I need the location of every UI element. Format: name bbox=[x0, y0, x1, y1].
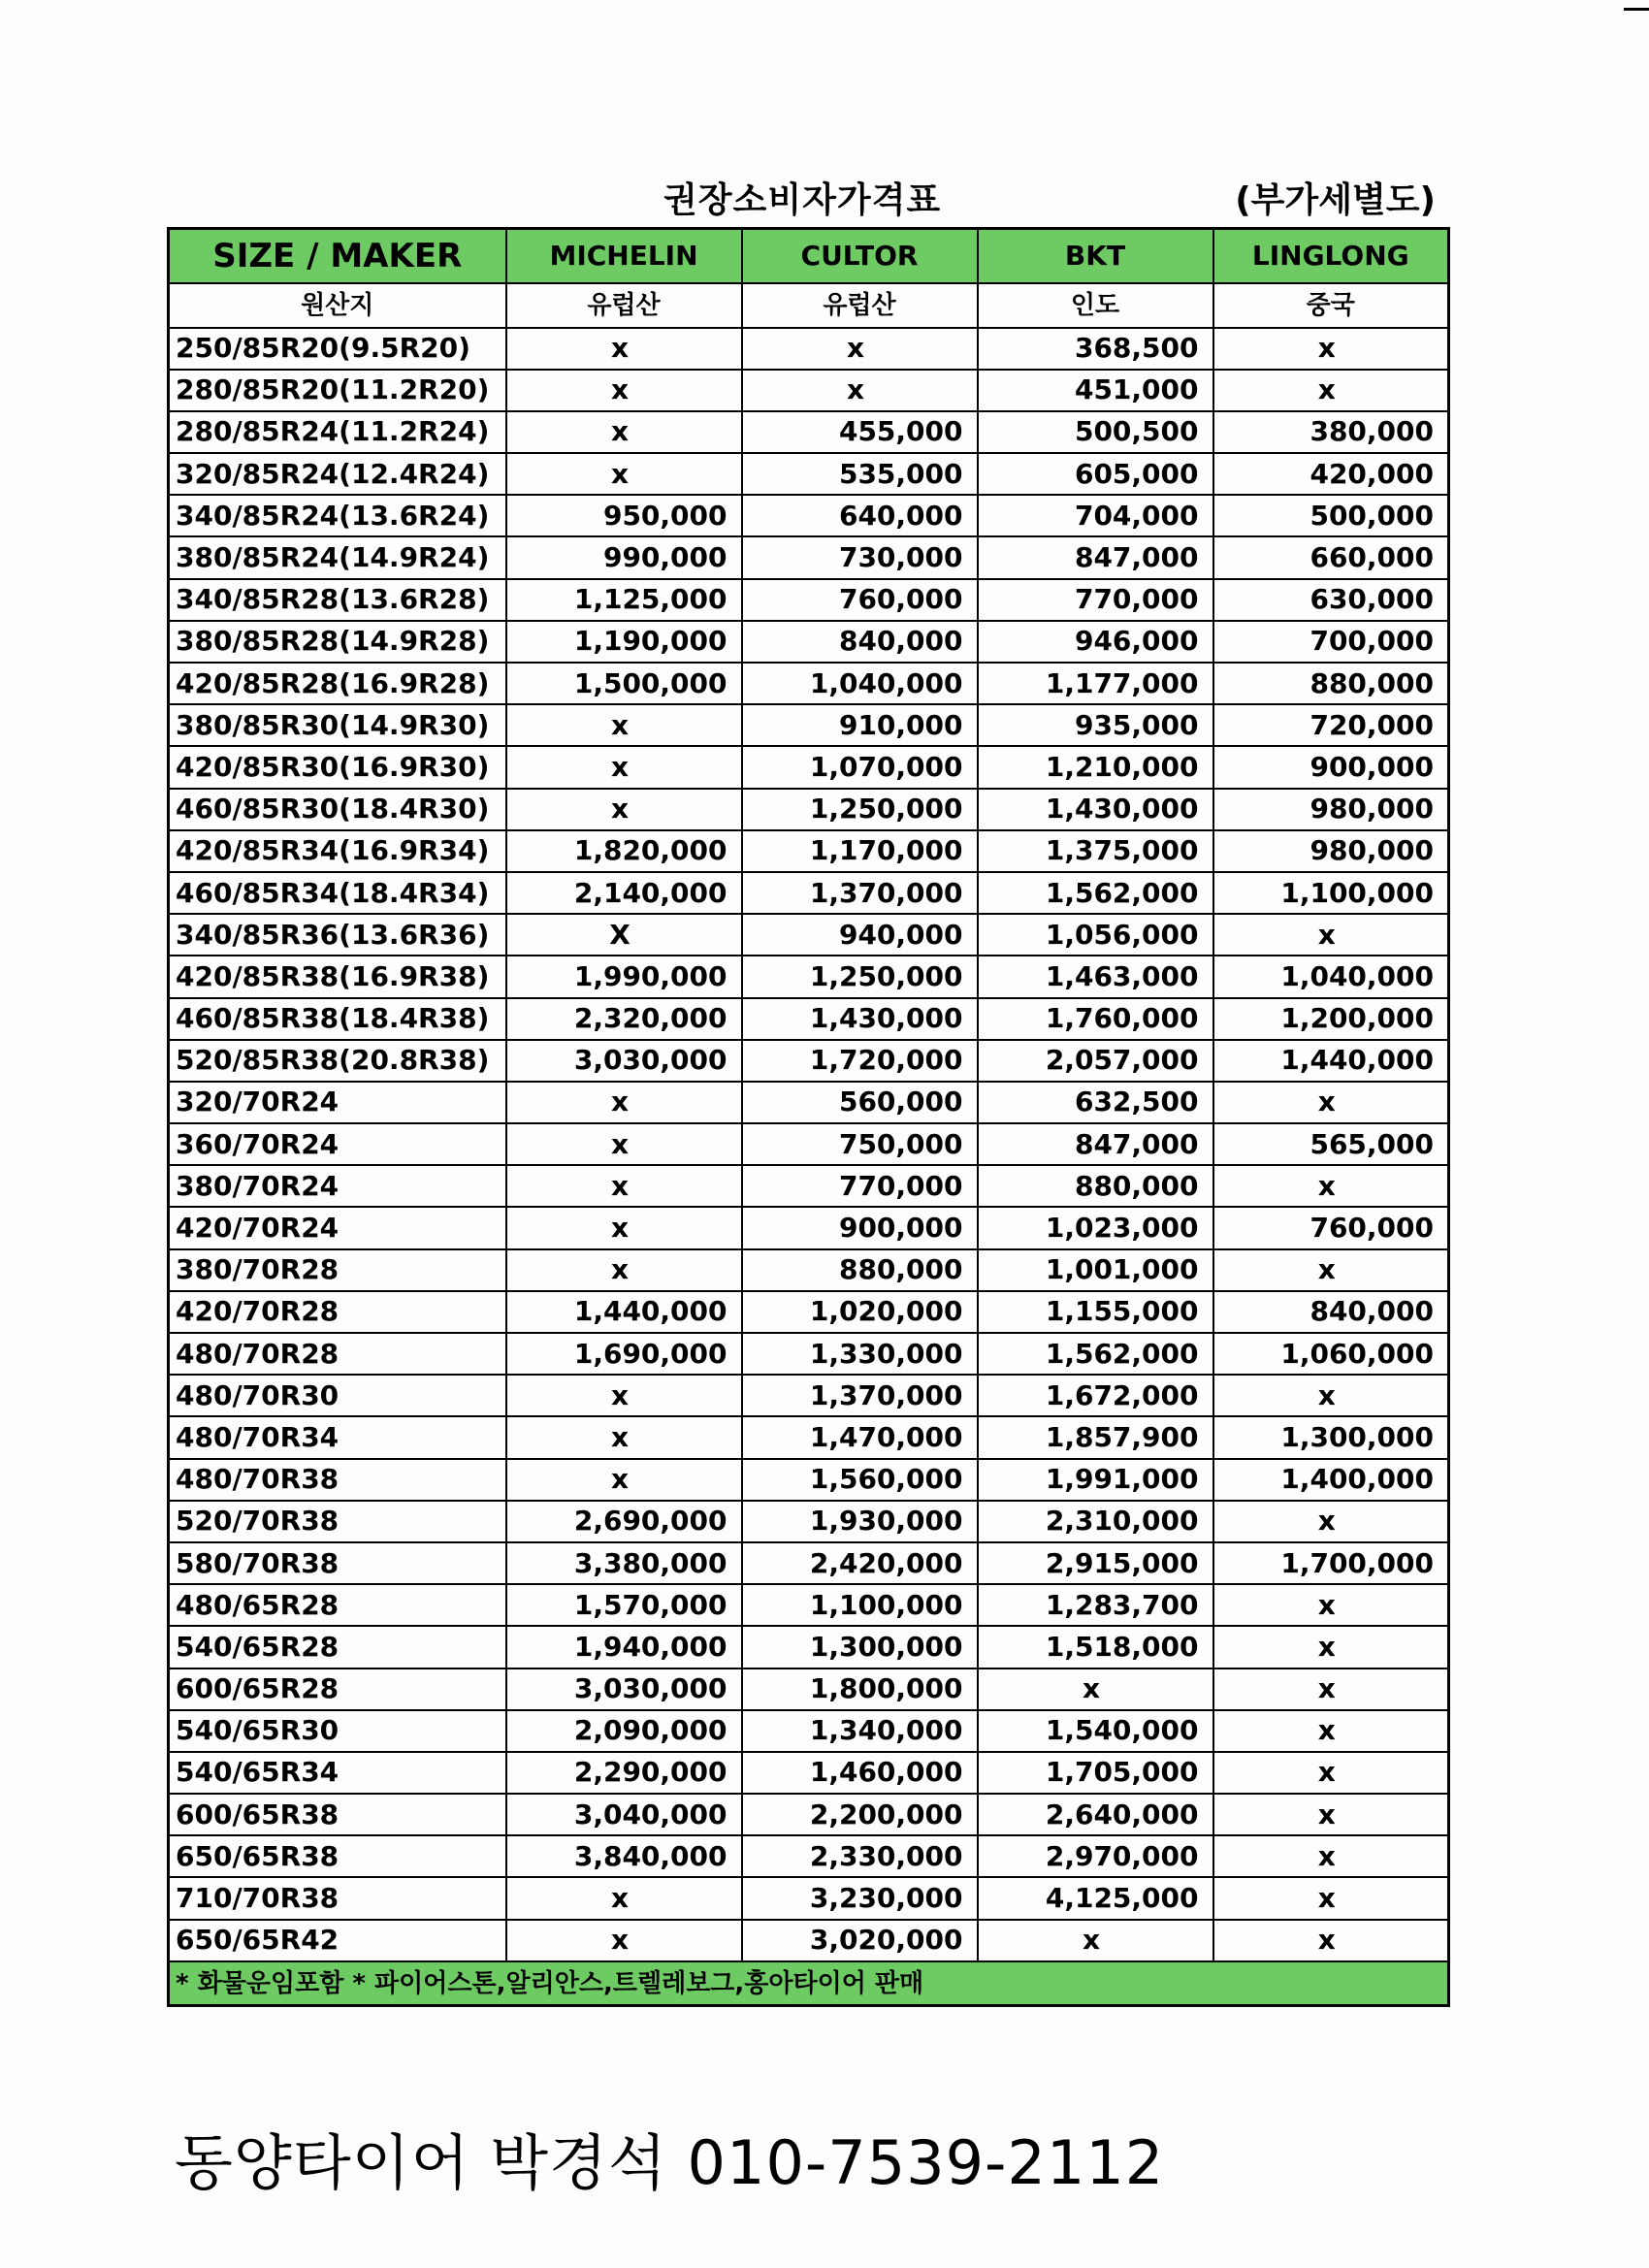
table-row bbox=[169, 1040, 1449, 1082]
cell-bkt: 1,375,000 bbox=[978, 830, 1213, 872]
cell-michelin: 950,000 bbox=[506, 495, 742, 536]
cell-linglong: x bbox=[1213, 1584, 1449, 1626]
cell-cultor: 1,560,000 bbox=[742, 1459, 978, 1501]
table-row bbox=[169, 621, 1449, 663]
cell-size: 420/85R34(16.9R34) bbox=[169, 830, 506, 872]
title-row bbox=[167, 173, 1445, 227]
cell-michelin: 1,990,000 bbox=[506, 956, 742, 997]
cell-size: 340/85R24(13.6R24) bbox=[169, 495, 506, 536]
cell-linglong: 1,040,000 bbox=[1213, 956, 1449, 997]
cell-michelin: x bbox=[506, 746, 742, 788]
cell-bkt: 1,857,900 bbox=[978, 1416, 1213, 1458]
cell-michelin: 1,500,000 bbox=[506, 663, 742, 704]
cell-linglong: 1,440,000 bbox=[1213, 1040, 1449, 1082]
cell-bkt: 1,991,000 bbox=[978, 1459, 1213, 1501]
table-row bbox=[169, 1752, 1449, 1794]
header-row bbox=[169, 229, 1449, 283]
cell-bkt: 847,000 bbox=[978, 1123, 1213, 1165]
cell-cultor: 1,800,000 bbox=[742, 1669, 978, 1710]
cell-size: 650/65R38 bbox=[169, 1835, 506, 1877]
table-row bbox=[169, 1207, 1449, 1248]
cell-bkt: 1,177,000 bbox=[978, 663, 1213, 704]
cell-bkt: 1,056,000 bbox=[978, 914, 1213, 956]
cell-bkt: 946,000 bbox=[978, 621, 1213, 663]
cell-michelin: x bbox=[506, 1459, 742, 1501]
cell-michelin: 2,090,000 bbox=[506, 1710, 742, 1752]
cell-size: 480/65R28 bbox=[169, 1584, 506, 1626]
origin-michelin: 유럽산 bbox=[506, 283, 742, 328]
cell-cultor: 2,330,000 bbox=[742, 1835, 978, 1877]
cell-michelin: 1,570,000 bbox=[506, 1584, 742, 1626]
cell-michelin: 2,320,000 bbox=[506, 998, 742, 1040]
vat-note: (부가세별도) bbox=[1235, 180, 1436, 220]
cell-bkt: 1,672,000 bbox=[978, 1375, 1213, 1416]
cell-cultor: 1,250,000 bbox=[742, 789, 978, 830]
cell-cultor: 1,330,000 bbox=[742, 1333, 978, 1375]
header-size-maker: SIZE / MAKER bbox=[169, 229, 506, 283]
cell-bkt: 770,000 bbox=[978, 579, 1213, 621]
cell-cultor: 1,250,000 bbox=[742, 956, 978, 997]
origin-cultor: 유럽산 bbox=[742, 283, 978, 328]
cell-linglong: 1,060,000 bbox=[1213, 1333, 1449, 1375]
cell-bkt: 368,500 bbox=[978, 328, 1213, 370]
cell-size: 320/70R24 bbox=[169, 1082, 506, 1123]
table-row bbox=[169, 663, 1449, 704]
cell-bkt: 500,500 bbox=[978, 411, 1213, 453]
cell-cultor: 940,000 bbox=[742, 914, 978, 956]
cell-size: 380/85R30(14.9R30) bbox=[169, 704, 506, 746]
cell-size: 380/70R24 bbox=[169, 1165, 506, 1207]
table-row bbox=[169, 746, 1449, 788]
cell-linglong: 760,000 bbox=[1213, 1207, 1449, 1248]
cell-bkt: 1,001,000 bbox=[978, 1249, 1213, 1291]
cell-linglong: x bbox=[1213, 1626, 1449, 1668]
cell-size: 480/70R30 bbox=[169, 1375, 506, 1416]
cell-michelin: x bbox=[506, 370, 742, 411]
cell-linglong: x bbox=[1213, 370, 1449, 411]
cell-linglong: 840,000 bbox=[1213, 1291, 1449, 1333]
cell-bkt: 1,283,700 bbox=[978, 1584, 1213, 1626]
table-row bbox=[169, 1416, 1449, 1458]
cell-michelin: x bbox=[506, 1207, 742, 1248]
cell-michelin: 2,290,000 bbox=[506, 1752, 742, 1794]
cell-size: 480/70R28 bbox=[169, 1333, 506, 1375]
cell-linglong: x bbox=[1213, 1710, 1449, 1752]
cell-size: 380/70R28 bbox=[169, 1249, 506, 1291]
table-row bbox=[169, 1249, 1449, 1291]
cell-bkt: 880,000 bbox=[978, 1165, 1213, 1207]
table-row bbox=[169, 1501, 1449, 1542]
cell-cultor: 3,020,000 bbox=[742, 1920, 978, 1961]
cell-michelin: x bbox=[506, 453, 742, 495]
cell-linglong: 980,000 bbox=[1213, 830, 1449, 872]
cell-michelin: 3,030,000 bbox=[506, 1040, 742, 1082]
cell-size: 420/70R28 bbox=[169, 1291, 506, 1333]
cell-size: 650/65R42 bbox=[169, 1920, 506, 1961]
table-row bbox=[169, 956, 1449, 997]
cell-michelin: x bbox=[506, 704, 742, 746]
cell-cultor: 1,930,000 bbox=[742, 1501, 978, 1542]
cell-linglong: x bbox=[1213, 914, 1449, 956]
cell-size: 280/85R20(11.2R20) bbox=[169, 370, 506, 411]
cell-linglong: x bbox=[1213, 1165, 1449, 1207]
cell-size: 460/85R30(18.4R30) bbox=[169, 789, 506, 830]
corner-mark bbox=[1624, 8, 1649, 11]
cell-cultor: 840,000 bbox=[742, 621, 978, 663]
cell-bkt: 1,562,000 bbox=[978, 872, 1213, 914]
cell-size: 540/65R34 bbox=[169, 1752, 506, 1794]
cell-michelin: 1,820,000 bbox=[506, 830, 742, 872]
table-row bbox=[169, 1082, 1449, 1123]
cell-linglong: x bbox=[1213, 1375, 1449, 1416]
cell-linglong: 700,000 bbox=[1213, 621, 1449, 663]
cell-linglong: 500,000 bbox=[1213, 495, 1449, 536]
table-row bbox=[169, 1542, 1449, 1584]
cell-bkt: 1,562,000 bbox=[978, 1333, 1213, 1375]
cell-linglong: x bbox=[1213, 1877, 1449, 1919]
table-row bbox=[169, 1794, 1449, 1835]
cell-linglong: 630,000 bbox=[1213, 579, 1449, 621]
cell-linglong: 900,000 bbox=[1213, 746, 1449, 788]
cell-bkt: 1,518,000 bbox=[978, 1626, 1213, 1668]
cell-michelin: 2,690,000 bbox=[506, 1501, 742, 1542]
cell-bkt: 1,463,000 bbox=[978, 956, 1213, 997]
cell-cultor: 1,020,000 bbox=[742, 1291, 978, 1333]
cell-linglong: 380,000 bbox=[1213, 411, 1449, 453]
cell-michelin: x bbox=[506, 789, 742, 830]
table-row bbox=[169, 370, 1449, 411]
footer-row bbox=[169, 1961, 1449, 2006]
cell-size: 600/65R28 bbox=[169, 1669, 506, 1710]
cell-cultor: 1,720,000 bbox=[742, 1040, 978, 1082]
table-row bbox=[169, 1375, 1449, 1416]
document-title: 권장소비자가격표 bbox=[663, 180, 942, 220]
cell-michelin: 3,840,000 bbox=[506, 1835, 742, 1877]
table-row bbox=[169, 704, 1449, 746]
cell-size: 420/85R28(16.9R28) bbox=[169, 663, 506, 704]
cell-linglong: 980,000 bbox=[1213, 789, 1449, 830]
cell-cultor: 1,370,000 bbox=[742, 1375, 978, 1416]
cell-linglong: x bbox=[1213, 1920, 1449, 1961]
origin-row bbox=[169, 283, 1449, 328]
cell-cultor: x bbox=[742, 370, 978, 411]
cell-linglong: 420,000 bbox=[1213, 453, 1449, 495]
cell-cultor: 900,000 bbox=[742, 1207, 978, 1248]
cell-bkt: 1,705,000 bbox=[978, 1752, 1213, 1794]
cell-michelin: 990,000 bbox=[506, 536, 742, 578]
cell-cultor: 2,200,000 bbox=[742, 1794, 978, 1835]
cell-michelin: x bbox=[506, 1165, 742, 1207]
footer-note: * 화물운임포함 * 파이어스톤,알리안스,트렐레보그,홍아타이어 판매 bbox=[169, 1961, 1449, 2006]
cell-size: 480/70R38 bbox=[169, 1459, 506, 1501]
cell-bkt: 2,310,000 bbox=[978, 1501, 1213, 1542]
cell-linglong: x bbox=[1213, 1249, 1449, 1291]
cell-michelin: 3,030,000 bbox=[506, 1669, 742, 1710]
cell-bkt: 1,155,000 bbox=[978, 1291, 1213, 1333]
cell-size: 420/70R24 bbox=[169, 1207, 506, 1248]
cell-size: 250/85R20(9.5R20) bbox=[169, 328, 506, 370]
cell-linglong: 880,000 bbox=[1213, 663, 1449, 704]
cell-linglong: x bbox=[1213, 1794, 1449, 1835]
cell-cultor: 750,000 bbox=[742, 1123, 978, 1165]
cell-michelin: 1,690,000 bbox=[506, 1333, 742, 1375]
table-row bbox=[169, 453, 1449, 495]
table-row bbox=[169, 1459, 1449, 1501]
cell-michelin: 1,190,000 bbox=[506, 621, 742, 663]
cell-michelin: x bbox=[506, 1877, 742, 1919]
cell-linglong: 1,700,000 bbox=[1213, 1542, 1449, 1584]
cell-size: 460/85R34(18.4R34) bbox=[169, 872, 506, 914]
cell-cultor: 1,070,000 bbox=[742, 746, 978, 788]
table-row bbox=[169, 579, 1449, 621]
table-row bbox=[169, 1877, 1449, 1919]
table-row bbox=[169, 1920, 1449, 1961]
cell-michelin: x bbox=[506, 1249, 742, 1291]
cell-size: 520/70R38 bbox=[169, 1501, 506, 1542]
cell-cultor: 1,430,000 bbox=[742, 998, 978, 1040]
cell-linglong: x bbox=[1213, 1835, 1449, 1877]
cell-size: 380/85R24(14.9R24) bbox=[169, 536, 506, 578]
table-row bbox=[169, 1584, 1449, 1626]
cell-cultor: 2,420,000 bbox=[742, 1542, 978, 1584]
cell-michelin: x bbox=[506, 1416, 742, 1458]
table-row bbox=[169, 1123, 1449, 1165]
cell-cultor: 1,460,000 bbox=[742, 1752, 978, 1794]
cell-cultor: 1,170,000 bbox=[742, 830, 978, 872]
cell-size: 420/85R38(16.9R38) bbox=[169, 956, 506, 997]
table-row bbox=[169, 1626, 1449, 1668]
cell-bkt: x bbox=[978, 1920, 1213, 1961]
cell-bkt: 2,057,000 bbox=[978, 1040, 1213, 1082]
table-row bbox=[169, 495, 1449, 536]
cell-michelin: 1,440,000 bbox=[506, 1291, 742, 1333]
cell-size: 460/85R38(18.4R38) bbox=[169, 998, 506, 1040]
cell-cultor: 760,000 bbox=[742, 579, 978, 621]
cell-size: 320/85R24(12.4R24) bbox=[169, 453, 506, 495]
cell-bkt: 1,023,000 bbox=[978, 1207, 1213, 1248]
cell-linglong: x bbox=[1213, 1082, 1449, 1123]
table-row bbox=[169, 1291, 1449, 1333]
header-linglong: LINGLONG bbox=[1213, 229, 1449, 283]
cell-bkt: 704,000 bbox=[978, 495, 1213, 536]
cell-linglong: 660,000 bbox=[1213, 536, 1449, 578]
cell-size: 580/70R38 bbox=[169, 1542, 506, 1584]
cell-michelin: 1,940,000 bbox=[506, 1626, 742, 1668]
cell-size: 600/65R38 bbox=[169, 1794, 506, 1835]
table-row bbox=[169, 328, 1449, 370]
cell-linglong: 1,400,000 bbox=[1213, 1459, 1449, 1501]
cell-bkt: 2,640,000 bbox=[978, 1794, 1213, 1835]
cell-michelin: 3,040,000 bbox=[506, 1794, 742, 1835]
table-row bbox=[169, 872, 1449, 914]
cell-bkt: 847,000 bbox=[978, 536, 1213, 578]
cell-cultor: 730,000 bbox=[742, 536, 978, 578]
header-michelin: MICHELIN bbox=[506, 229, 742, 283]
cell-cultor: 770,000 bbox=[742, 1165, 978, 1207]
cell-cultor: 1,100,000 bbox=[742, 1584, 978, 1626]
cell-bkt: 605,000 bbox=[978, 453, 1213, 495]
cell-size: 710/70R38 bbox=[169, 1877, 506, 1919]
cell-size: 360/70R24 bbox=[169, 1123, 506, 1165]
origin-bkt: 인도 bbox=[978, 283, 1213, 328]
cell-cultor: 3,230,000 bbox=[742, 1877, 978, 1919]
origin-linglong: 중국 bbox=[1213, 283, 1449, 328]
origin-label: 원산지 bbox=[169, 283, 506, 328]
cell-size: 540/65R30 bbox=[169, 1710, 506, 1752]
cell-cultor: 880,000 bbox=[742, 1249, 978, 1291]
cell-size: 340/85R36(13.6R36) bbox=[169, 914, 506, 956]
header-bkt: BKT bbox=[978, 229, 1213, 283]
cell-bkt: 1,430,000 bbox=[978, 789, 1213, 830]
cell-bkt: 935,000 bbox=[978, 704, 1213, 746]
cell-cultor: 1,370,000 bbox=[742, 872, 978, 914]
cell-michelin: 3,380,000 bbox=[506, 1542, 742, 1584]
cell-cultor: 535,000 bbox=[742, 453, 978, 495]
cell-bkt: 632,500 bbox=[978, 1082, 1213, 1123]
cell-linglong: 1,100,000 bbox=[1213, 872, 1449, 914]
cell-cultor: 455,000 bbox=[742, 411, 978, 453]
table-row bbox=[169, 1669, 1449, 1710]
cell-michelin: x bbox=[506, 1920, 742, 1961]
cell-bkt: 1,210,000 bbox=[978, 746, 1213, 788]
cell-size: 380/85R28(14.9R28) bbox=[169, 621, 506, 663]
contact-line: 동양타이어 박경석 010-7539-2112 bbox=[175, 2127, 1165, 2198]
table-row bbox=[169, 1710, 1449, 1752]
cell-size: 480/70R34 bbox=[169, 1416, 506, 1458]
price-table-body bbox=[169, 328, 1449, 1961]
table-row bbox=[169, 1165, 1449, 1207]
cell-bkt: x bbox=[978, 1669, 1213, 1710]
cell-cultor: 1,340,000 bbox=[742, 1710, 978, 1752]
cell-linglong: 565,000 bbox=[1213, 1123, 1449, 1165]
cell-michelin: x bbox=[506, 1082, 742, 1123]
cell-michelin: 1,125,000 bbox=[506, 579, 742, 621]
cell-size: 520/85R38(20.8R38) bbox=[169, 1040, 506, 1082]
cell-linglong: x bbox=[1213, 1669, 1449, 1710]
cell-michelin: x bbox=[506, 328, 742, 370]
cell-size: 420/85R30(16.9R30) bbox=[169, 746, 506, 788]
cell-size: 540/65R28 bbox=[169, 1626, 506, 1668]
table-row bbox=[169, 536, 1449, 578]
cell-michelin: x bbox=[506, 411, 742, 453]
cell-bkt: 451,000 bbox=[978, 370, 1213, 411]
cell-linglong: 1,200,000 bbox=[1213, 998, 1449, 1040]
table-row bbox=[169, 914, 1449, 956]
price-table bbox=[167, 227, 1450, 2007]
table-row bbox=[169, 1333, 1449, 1375]
cell-linglong: x bbox=[1213, 1752, 1449, 1794]
cell-cultor: 640,000 bbox=[742, 495, 978, 536]
cell-bkt: 4,125,000 bbox=[978, 1877, 1213, 1919]
cell-cultor: 910,000 bbox=[742, 704, 978, 746]
cell-michelin: X bbox=[506, 914, 742, 956]
cell-michelin: x bbox=[506, 1375, 742, 1416]
cell-michelin: x bbox=[506, 1123, 742, 1165]
table-row bbox=[169, 411, 1449, 453]
table-row bbox=[169, 998, 1449, 1040]
table-row bbox=[169, 1835, 1449, 1877]
cell-linglong: x bbox=[1213, 328, 1449, 370]
cell-cultor: 1,300,000 bbox=[742, 1626, 978, 1668]
cell-linglong: x bbox=[1213, 1501, 1449, 1542]
cell-size: 280/85R24(11.2R24) bbox=[169, 411, 506, 453]
cell-linglong: 1,300,000 bbox=[1213, 1416, 1449, 1458]
table-row bbox=[169, 789, 1449, 830]
cell-bkt: 1,760,000 bbox=[978, 998, 1213, 1040]
cell-cultor: x bbox=[742, 328, 978, 370]
cell-cultor: 560,000 bbox=[742, 1082, 978, 1123]
cell-cultor: 1,470,000 bbox=[742, 1416, 978, 1458]
cell-michelin: 2,140,000 bbox=[506, 872, 742, 914]
cell-bkt: 1,540,000 bbox=[978, 1710, 1213, 1752]
cell-bkt: 2,915,000 bbox=[978, 1542, 1213, 1584]
header-cultor: CULTOR bbox=[742, 229, 978, 283]
cell-size: 340/85R28(13.6R28) bbox=[169, 579, 506, 621]
cell-bkt: 2,970,000 bbox=[978, 1835, 1213, 1877]
cell-cultor: 1,040,000 bbox=[742, 663, 978, 704]
table-row bbox=[169, 830, 1449, 872]
cell-linglong: 720,000 bbox=[1213, 704, 1449, 746]
